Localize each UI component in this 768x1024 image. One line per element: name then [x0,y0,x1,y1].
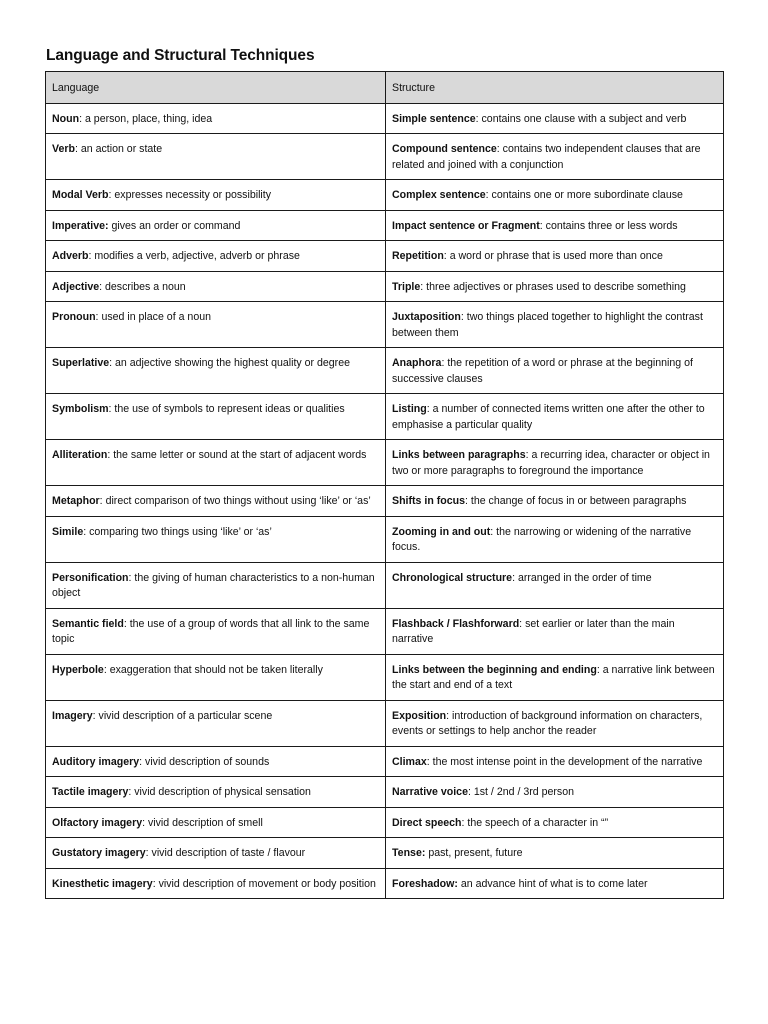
language-definition: the same letter or sound at the start of adjacent words [113,449,367,461]
structure-term: Anaphora [392,357,442,369]
language-definition: vivid description of taste / flavour [151,847,306,859]
structure-term: Complex sentence [392,189,486,201]
language-term: Imagery [52,709,93,722]
structure-cell [386,348,724,394]
table-header-row [46,72,724,104]
structure-term: Simple sentence [392,112,476,125]
table-row [46,868,724,899]
language-definition: modifies a verb, adjective, adverb or phrase [94,250,300,262]
structure-cell [386,516,724,562]
language-definition: the giving of human characteristics to a non-human object [52,571,375,599]
structure-definition: the repetition of a word or phrase at the beginning of successive clauses [392,357,693,385]
language-term: Olfactory imagery [52,816,143,829]
language-cell [46,241,386,272]
language-term: Auditory imagery [52,755,140,768]
language-term: Adverb [52,250,89,262]
structure-definition: contains two independent clauses that are related and joined with a conjunction [392,143,701,171]
structure-cell [386,608,724,654]
table-row [46,134,724,180]
language-definition: the use of symbols to represent ideas or qualities [114,403,345,415]
language-term: Pronoun [52,311,96,323]
structure-cell [386,807,724,838]
term-separator: : [525,449,532,461]
language-term: Tactile imagery [52,786,129,798]
language-term: Metaphor [52,495,100,507]
language-cell [46,103,386,134]
language-definition: used in place of a noun [101,311,211,323]
table-row [46,440,724,486]
structure-term: Chronological structure [392,571,513,584]
term-separator: : [103,663,110,676]
language-cell [46,180,386,211]
language-definition: describes a noun [105,280,186,293]
language-definition: the use of a group of words that all link to the same topic [52,617,370,645]
table-row [46,700,724,746]
structure-cell [386,700,724,746]
term-separator: : [426,403,433,415]
table-row [46,103,724,134]
term-separator: : [74,143,81,155]
structure-definition: past, present, future [428,847,523,859]
structure-cell [386,868,724,899]
structure-term: Zooming in and out [392,525,491,538]
language-definition: vivid description of sounds [145,755,270,768]
term-separator: : [426,755,433,768]
structure-cell [386,746,724,777]
structure-definition: the change of focus in or between paragraphs [470,495,687,507]
term-separator: : [467,786,474,798]
language-cell [46,838,386,869]
table-row [46,838,724,869]
page-title: Language and Structural Techniques [46,47,315,64]
structure-definition: a number of connected items written one after the other to emphasise a particular quality [392,403,705,431]
term-separator: : [441,357,448,369]
structure-cell [386,838,724,869]
structure-term: Impact sentence or Fragment [392,219,540,232]
language-term: Alliteration [52,449,108,461]
table-row [46,608,724,654]
table-row [46,654,724,700]
structure-term: Juxtaposition [392,311,461,323]
language-cell [46,440,386,486]
table-row [46,394,724,440]
structure-definition: contains one clause with a subject and verb [481,112,687,125]
structure-term: Foreshadow: [392,877,458,890]
language-cell [46,486,386,517]
language-definition: exaggeration that should not be taken literally [109,663,323,676]
language-cell [46,868,386,899]
language-term: Kinesthetic imagery [52,877,153,890]
language-cell [46,700,386,746]
structure-term: Exposition [392,709,447,722]
structure-definition: contains three or less words [545,219,678,232]
structure-definition: introduction of background information on characters, events or settings to help anchor the reader [392,709,703,737]
language-definition: a person, place, thing, idea [84,112,213,125]
structure-definition: two things placed together to highlight the contrast between them [392,311,703,339]
column-header-structure: Structure [386,72,724,104]
table-row [46,348,724,394]
structure-term: Flashback / Flashforward [392,617,520,630]
structure-term: Shifts in focus [392,495,465,507]
language-definition: comparing two things using ‘like’ or ‘as’ [89,525,272,538]
structure-term: Tense: [392,847,426,859]
language-cell [46,394,386,440]
language-term: Verb [52,143,75,155]
language-definition: vivid description of physical sensation [134,786,311,798]
structure-definition: the speech of a character in “” [467,816,609,829]
structure-term: Direct speech [392,816,462,829]
techniques-table [45,71,724,899]
structure-term: Links between the beginning and ending [392,663,597,676]
table-row [46,516,724,562]
term-separator: : [539,219,546,232]
language-term: Noun [52,112,80,125]
term-separator: : [145,847,152,859]
term-separator: : [485,189,492,201]
term-separator: : [139,755,146,768]
language-cell [46,348,386,394]
term-separator: : [490,525,497,538]
term-separator: : [79,112,85,125]
language-term: Symbolism [52,403,109,415]
term-separator: : [107,449,114,461]
structure-definition: contains one or more subordinate clause [491,189,683,201]
structure-term: Compound sentence [392,143,497,155]
structure-definition: arranged in the order of time [517,571,652,584]
structure-definition: set earlier or later than the main narrative [392,617,675,645]
term-separator: : [108,189,115,201]
language-term: Imperative: [52,219,109,232]
term-separator: : [460,311,467,323]
language-cell [46,134,386,180]
term-separator: : [496,143,503,155]
term-separator: : [475,112,482,125]
term-separator: : [92,709,99,722]
table-row [46,562,724,608]
structure-definition: a narrative link between the start and end of a text [392,663,715,691]
structure-term: Links between paragraphs [392,449,526,461]
table-row [46,241,724,272]
language-term: Superlative [52,357,110,369]
term-separator: : [123,617,130,630]
language-cell [46,210,386,241]
table-row [46,486,724,517]
language-term: Gustatory imagery [52,847,146,859]
structure-cell [386,210,724,241]
term-separator: : [83,525,90,538]
structure-cell [386,486,724,517]
term-separator: : [443,250,450,262]
language-definition: direct comparison of two things without using ‘like’ or ‘as’ [105,495,371,507]
structure-definition: 1st / 2nd / 3rd person [473,786,574,798]
structure-cell [386,654,724,700]
term-separator: : [99,495,106,507]
term-separator: : [461,816,468,829]
structure-definition: the narrowing or widening of the narrative focus. [392,525,692,553]
term-separator: : [446,709,453,722]
structure-term: Listing [392,403,427,415]
term-separator: : [95,311,102,323]
term-separator: : [128,571,135,584]
language-definition: vivid description of movement or body position [158,877,376,890]
language-term: Hyperbole [52,663,104,676]
language-cell [46,271,386,302]
structure-definition: an advance hint of what is to come later [460,877,648,890]
table-row [46,807,724,838]
structure-cell [386,103,724,134]
language-cell [46,746,386,777]
language-term: Adjective [52,280,100,293]
language-cell [46,516,386,562]
language-definition: vivid description of a particular scene [98,709,273,722]
structure-cell [386,394,724,440]
term-separator: : [464,495,471,507]
language-term: Modal Verb [52,189,109,201]
language-cell [46,608,386,654]
structure-term: Climax [392,755,427,768]
term-separator: : [519,617,526,630]
table-row [46,210,724,241]
term-separator: : [596,663,603,676]
language-definition: vivid description of smell [147,816,263,829]
term-separator: : [88,250,95,262]
term-separator: : [128,786,135,798]
structure-cell [386,440,724,486]
term-separator: : [99,280,105,293]
term-separator: : [108,403,115,415]
language-cell [46,302,386,348]
structure-cell [386,180,724,211]
language-definition: gives an order or command [111,219,241,232]
structure-cell [386,302,724,348]
language-cell [46,777,386,808]
language-term: Simile [52,525,84,538]
table-row [46,271,724,302]
term-separator: : [420,280,427,293]
structure-definition: a recurring idea, character or object in two or more paragraphs to foreground the importance [392,449,710,477]
language-definition: expresses necessity or possibility [114,189,272,201]
term-separator: : [152,877,159,890]
structure-cell [386,562,724,608]
language-cell [46,807,386,838]
language-term: Personification [52,571,129,584]
table-row [46,180,724,211]
structure-term: Narrative voice [392,786,468,798]
term-separator: : [142,816,148,829]
table-row [46,302,724,348]
table-row [46,777,724,808]
language-cell [46,562,386,608]
column-header-language: Language [46,72,386,104]
structure-term: Triple [392,280,421,293]
language-definition: an action or state [80,143,163,155]
structure-cell [386,134,724,180]
structure-term: Repetition [392,250,444,262]
term-separator: : [109,357,116,369]
structure-definition: a word or phrase that is used more than once [449,250,663,262]
structure-cell [386,241,724,272]
language-cell [46,654,386,700]
structure-definition: three adjectives or phrases used to describe something [426,280,686,293]
term-separator: : [512,571,518,584]
language-term: Semantic field [52,617,124,630]
table-row [46,746,724,777]
structure-definition: the most intense point in the development of the narrative [432,755,703,768]
structure-cell [386,271,724,302]
table-body [46,103,724,899]
structure-cell [386,777,724,808]
language-definition: an adjective showing the highest quality or degree [115,357,350,369]
